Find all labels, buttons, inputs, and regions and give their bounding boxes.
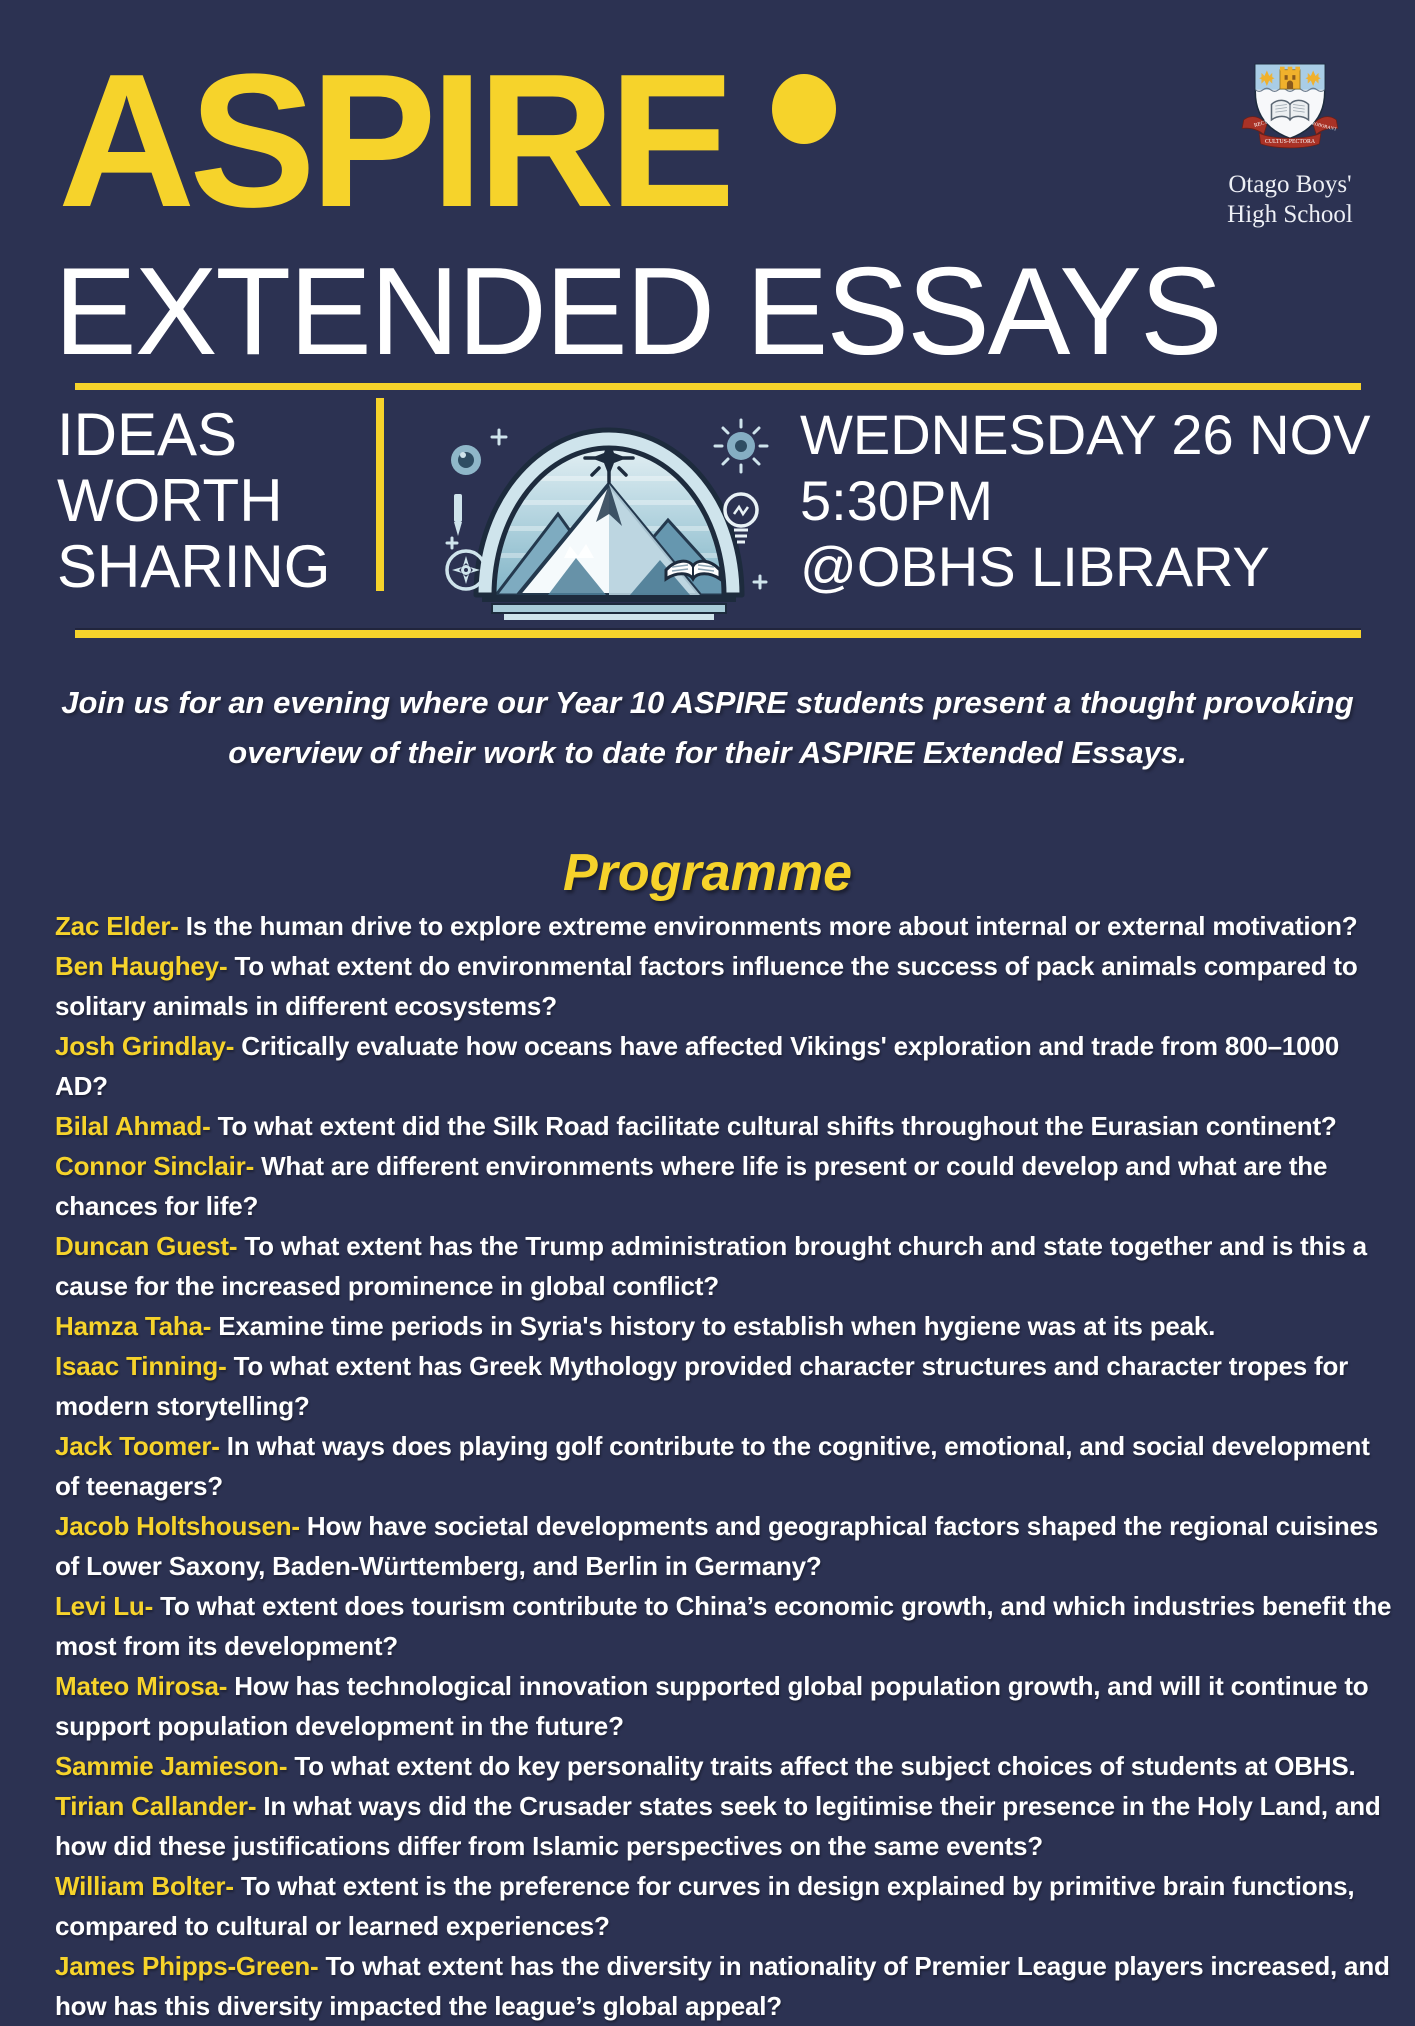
tagline-line3: SHARING [57, 533, 331, 600]
tagline [57, 402, 330, 600]
programme-item [55, 1306, 1395, 1346]
badge-base [482, 595, 736, 620]
page-title: ASPIRE [58, 35, 730, 247]
castle-icon [1280, 67, 1300, 89]
programme-item-name: Tirian Callander- [55, 1791, 257, 1821]
programme-item-question: In what ways does playing golf contribute to the cognitive, emotional, and social development of teenagers? [55, 1431, 1370, 1501]
programme-item [55, 1026, 1395, 1106]
programme-item-question: To what extent do key personality traits affect the subject choices of students at OBHS. [294, 1751, 1356, 1781]
programme-item [55, 1866, 1395, 1946]
programme-item-name: Mateo Mirosa- [55, 1671, 228, 1701]
programme-item-question: To what extent do environmental factors influence the success of pack animals compared to solitary animals in different ecosystems? [55, 951, 1358, 1021]
title-dot [772, 74, 836, 144]
event-date: WEDNESDAY 26 NOV [800, 403, 1371, 466]
programme-item-name: Connor Sinclair- [55, 1151, 255, 1181]
programme-item [55, 1226, 1395, 1306]
programme-item-question: Is the human drive to explore extreme environments more about internal or external motivation? [185, 911, 1358, 941]
programme-item-question: How has technological innovation supported global population growth, and will it continue to support population development in the future? [55, 1671, 1369, 1741]
programme-item [55, 1946, 1395, 2026]
programme-item-name: William Bolter- [55, 1871, 234, 1901]
eye-icon [451, 445, 481, 475]
programme-item-question: In what ways did the Crusader states seek to legitimise their presence in the Holy Land, and how did these justifications differ from Islamic perspectives on the same events? [55, 1791, 1381, 1861]
programme-item [55, 1586, 1395, 1666]
intro-section [0, 678, 1415, 778]
programme-item [55, 1146, 1395, 1226]
programme-item-name: Isaac Tinning- [55, 1351, 227, 1381]
divider-line-vertical [376, 398, 384, 591]
programme-list [55, 906, 1395, 2026]
programme-item [55, 1746, 1395, 1786]
programme-item-name: Josh Grindlay- [55, 1031, 235, 1061]
event-time: 5:30PM [800, 469, 993, 532]
programme-item-question: To what extent has the Trump administration brought church and state together and is this a cause for the increased prominence in global conflict? [55, 1231, 1367, 1301]
programme-item-question: To what extent has the diversity in nationality of Premier League players increased, and how has this diversity impacted the league’s global appeal? [55, 1951, 1390, 2021]
programme-item-name: Jacob Holtshousen- [55, 1511, 300, 1541]
school-name [1198, 170, 1382, 230]
programme-item-name: Bilal Ahmad- [55, 1111, 211, 1141]
programme-item-question: What are different environments where life is present or could develop and what are the chances for life? [55, 1151, 1328, 1221]
book-emblem [1271, 100, 1308, 119]
programme-item-name: Levi Lu- [55, 1591, 154, 1621]
programme-item-question: Critically evaluate how oceans have affected Vikings' exploration and trade from 800–1000 AD? [55, 1031, 1339, 1101]
programme-item-name: Sammie Jamieson- [55, 1751, 288, 1781]
programme-item [55, 1786, 1395, 1866]
programme-item [55, 1666, 1395, 1746]
event-location: @OBHS LIBRARY [800, 535, 1270, 598]
school-crest [1198, 50, 1382, 230]
programme-item-question: To what extent has Greek Mythology provided character structures and character tropes for modern storytelling? [55, 1351, 1349, 1421]
tagline-line2: WORTH [57, 467, 283, 534]
mountain-badge-illustration [444, 398, 774, 622]
school-name-line1: Otago Boys' [1228, 171, 1352, 198]
programme-heading: Programme [563, 844, 852, 902]
open-book-icon [666, 561, 720, 579]
programme-item-name: Hamza Taha- [55, 1311, 212, 1341]
programme-item-name: Ben Haughey- [55, 951, 228, 981]
programme-item-question: Examine time periods in Syria's history to establish when hygiene was at its peak. [218, 1311, 1216, 1341]
programme-item [55, 946, 1395, 1026]
programme-item [55, 1106, 1395, 1146]
programme-item-question: How have societal developments and geographical factors shaped the regional cuisines of Lower Saxony, Baden-Württemberg, and Berlin in Germany? [55, 1511, 1379, 1581]
motto-right-text: ROBORANT [1311, 120, 1338, 132]
programme-item [55, 906, 1395, 946]
divider-line-top [75, 383, 1361, 390]
divider-line-bottom [75, 630, 1361, 638]
motto-bottom-text: CULTUS-PECTORA [1265, 139, 1315, 146]
intro-text: Join us for an evening where our Year 10 ASPIRE students present a thought provoking overview of their work to date for their ASPIRE Extended Essays. [61, 685, 1354, 770]
programme-item [55, 1506, 1395, 1586]
sun-gear-icon [715, 420, 767, 472]
programme-item-name: James Phipps-Green- [55, 1951, 319, 1981]
programme-item-question: To what extent does tourism contribute to China’s economic growth, and which industries benefit the most from its development? [55, 1591, 1392, 1661]
programme-item-question: To what extent is the preference for curves in design explained by primitive brain functions, compared to cultural or learned experiences? [55, 1871, 1355, 1941]
tagline-line1: IDEAS [57, 401, 238, 468]
page-subtitle: EXTENDED ESSAYS [54, 243, 1221, 381]
programme-item [55, 1346, 1395, 1426]
school-name-line2: High School [1227, 201, 1353, 228]
school-crest-icon [1236, 50, 1344, 162]
event-details [800, 402, 1371, 600]
motto-left-text: RECTI [1253, 119, 1271, 129]
programme-item [55, 1426, 1395, 1506]
programme-item-question: To what extent did the Silk Road facilitate cultural shifts throughout the Eurasian continent? [217, 1111, 1337, 1141]
programme-item-name: Duncan Guest- [55, 1231, 238, 1261]
programme-item-name: Zac Elder- [55, 911, 179, 941]
pencil-icon [454, 494, 462, 536]
compass-icon [447, 551, 485, 589]
programme-item-name: Jack Toomer- [55, 1431, 220, 1461]
